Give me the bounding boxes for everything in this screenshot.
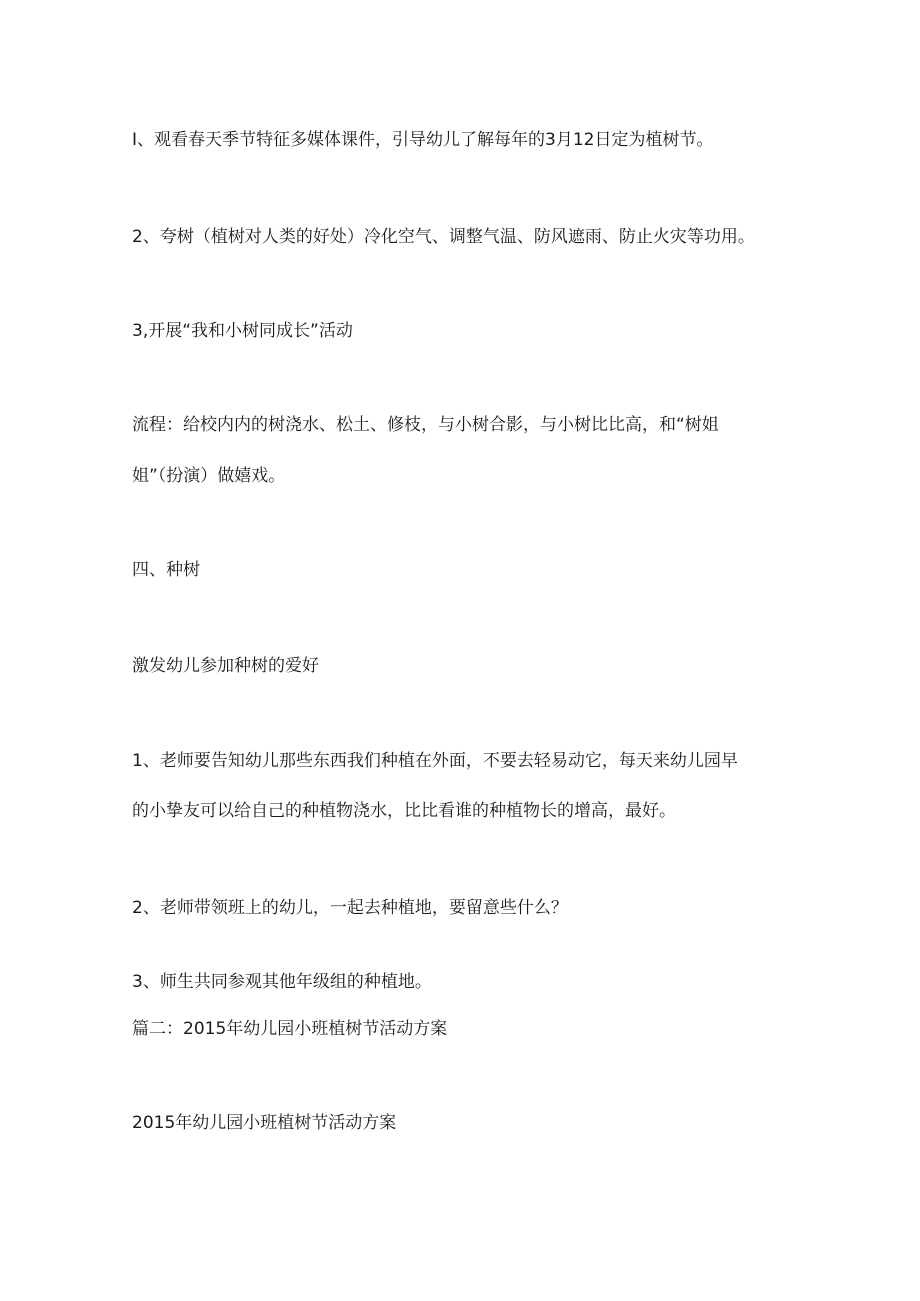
- paragraph-6-line-1: 1、老师要告知幼儿那些东西我们种植在外面，不要去轻易动它，每天来幼儿园早: [132, 751, 738, 771]
- part-two-heading: 篇二：2015年幼儿园小班植树节活动方案: [132, 1019, 448, 1039]
- paragraph-2: 2、夸树（植树对人类的好处）冷化空气、调整气温、防风遮雨、防止火灾等功用。: [132, 227, 755, 247]
- paragraph-6-line-2: 的小挚友可以给自己的种植物浇水，比比看谁的种植物长的增高，最好。: [132, 801, 676, 821]
- paragraph-4-line-1: 流程：给校内内的树浇水、松土、修枝，与小树合影，与小树比比高，和“树姐: [132, 415, 719, 435]
- paragraph-1: I、观看春天季节特征多媒体课件，引导幼儿了解每年的3月12日定为植树节。: [132, 130, 714, 150]
- paragraph-3: 3,开展“我和小树同成长”活动: [132, 321, 353, 341]
- paragraph-7: 2、老师带领班上的幼儿，一起去种植地，要留意些什么？: [132, 898, 568, 918]
- paragraph-4-line-2: 姐”（扮演）做嬉戏。: [132, 466, 286, 486]
- paragraph-5: 激发幼儿参加种树的爱好: [132, 656, 319, 676]
- paragraph-8: 3、师生共同参观其他年级组的种植地。: [132, 972, 432, 992]
- document-title: 2015年幼儿园小班植树节活动方案: [132, 1113, 397, 1133]
- section-heading: 四、种树: [132, 560, 200, 580]
